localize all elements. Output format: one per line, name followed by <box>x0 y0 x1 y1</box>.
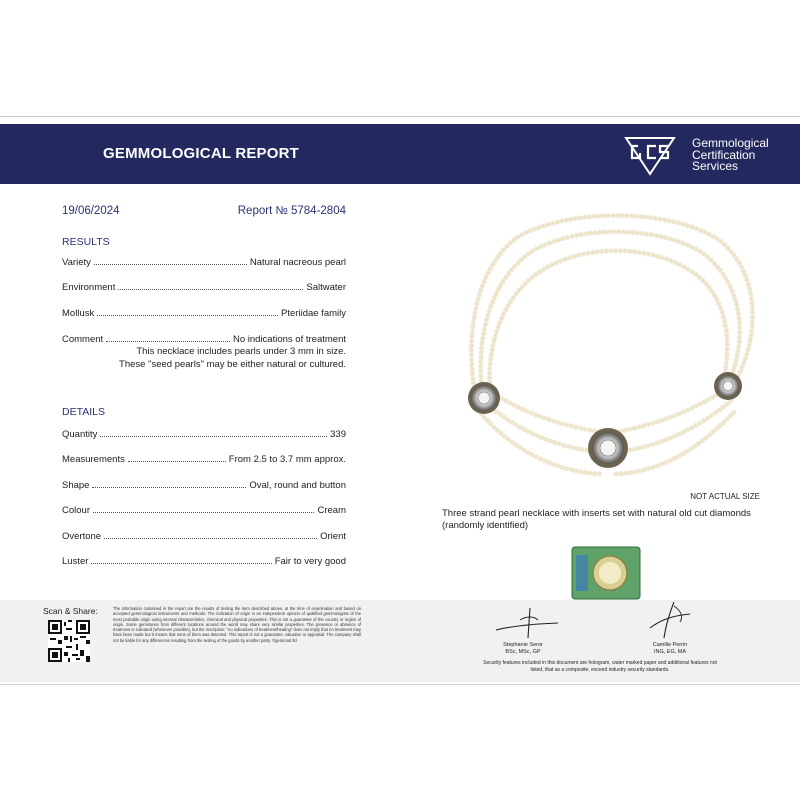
leader-dots <box>106 341 230 342</box>
leader-dots <box>91 563 271 564</box>
details-row-measurements <box>62 451 346 465</box>
diamond-cluster-center <box>588 428 628 468</box>
company-name-line-2: Certification <box>692 147 756 162</box>
field-value: Pteriidae family <box>281 308 346 319</box>
field-value: No indications of treatment <box>232 334 346 345</box>
field-label: Overtone <box>62 531 102 542</box>
details-row-overtone <box>62 528 346 542</box>
company-name-line-3: Services <box>692 159 739 173</box>
security-features-note: Security features included in this document are hologram, water marked paper and additional features not listed, that as a composite, exceed industry security standards. <box>483 660 717 673</box>
details-heading: DETAILS <box>62 406 105 418</box>
top-rule <box>0 116 800 117</box>
field-label: Measurements <box>62 454 125 465</box>
field-label: Environment <box>62 282 116 293</box>
results-row-environment <box>62 279 346 293</box>
leader-dots <box>118 289 303 290</box>
qr-code-icon[interactable] <box>48 620 90 662</box>
field-label: Comment <box>62 334 104 345</box>
field-value: Natural nacreous pearl <box>249 257 346 268</box>
legal-disclaimer: The information contained in the report are the results of testing the item described above, at the time of examination and based on accepted gemmological instruments and methods. The indication of origin is an independent opinion of qualified gemmologists of the most probable origin using internal characteristics, chemical and physical properties. This is not a guarantee of the country or region of origin. Some gemstones from different locations around the world may share very similar properties. The presence or absence of treatment is indicated (whenever possible), but the inscription: "no indications of treatment/heating" does not imply that no treatment may have been made but it means that none of them was detected. This report is not a guarantee, valuation or appraisal. The company shall not be liable for any differences resulting from the testing of the goods by another party. ©gemrood ltd <box>113 606 361 643</box>
necklace-photo <box>436 210 776 485</box>
field-value: From 2.5 to 3.7 mm approx. <box>228 454 346 465</box>
signature-perrin <box>640 600 700 640</box>
leader-dots <box>97 315 278 316</box>
field-label: Quantity <box>62 429 98 440</box>
field-value: 339 <box>330 429 346 440</box>
leader-dots <box>93 512 314 513</box>
signatory-1-name: Stephanie Seror <box>503 642 543 648</box>
field-label: Shape <box>62 480 90 491</box>
leader-dots <box>94 264 247 265</box>
scan-share-label: Scan & Share: <box>43 606 98 616</box>
comment-note-2: These "seed pearls" may be either natural or cultured. <box>119 359 346 370</box>
signatory-2 <box>630 642 710 656</box>
bottom-rule <box>0 684 800 685</box>
details-row-colour <box>62 502 346 516</box>
not-actual-size-label: NOT ACTUAL SIZE <box>690 492 760 501</box>
field-value: Oval, round and button <box>249 480 346 491</box>
details-row-luster <box>62 553 346 567</box>
comment-note-1: This necklace includes pearls under 3 mm in size. <box>136 346 346 357</box>
field-value: Orient <box>320 531 346 542</box>
report-number: Report № 5784-2804 <box>237 205 346 217</box>
leader-dots <box>128 461 226 462</box>
field-value: Saltwater <box>306 282 346 293</box>
report-date: 19/06/2024 <box>62 205 120 217</box>
report-title: GEMMOLOGICAL REPORT <box>103 145 300 162</box>
report-banner <box>0 124 800 184</box>
field-label: Colour <box>62 505 90 516</box>
field-label: Luster <box>62 556 89 567</box>
results-heading: RESULTS <box>62 236 110 248</box>
gcs-logo-icon <box>620 130 680 178</box>
company-name-line-1: Gemmological <box>692 136 769 150</box>
signatory-2-name: Camille Perrin <box>652 642 688 648</box>
diamond-cluster-right <box>714 372 742 400</box>
leader-dots <box>104 538 317 539</box>
field-label: Mollusk <box>62 308 95 319</box>
item-description: Three strand pearl necklace with inserts set with natural old cut diamonds (randomly identified) <box>442 508 751 531</box>
signatory-2-credentials: ING, EG, MA <box>653 649 687 655</box>
diamond-cluster-left <box>468 382 500 414</box>
results-row-comment <box>62 331 346 345</box>
leader-dots <box>100 436 327 437</box>
details-row-shape <box>62 477 346 491</box>
signatory-1 <box>483 642 563 656</box>
field-label: Variety <box>62 257 91 268</box>
field-value: Cream <box>317 505 346 516</box>
leader-dots <box>92 487 246 488</box>
company-name <box>692 138 769 173</box>
results-row-mollusk <box>62 305 346 319</box>
results-row-variety <box>62 254 346 268</box>
details-row-quantity <box>62 426 346 440</box>
signatory-1-credentials: BSc, MSc, GP <box>505 649 541 655</box>
hologram-seal-icon <box>570 545 642 601</box>
field-value: Fair to very good <box>274 556 346 567</box>
signature-seror <box>492 606 562 640</box>
